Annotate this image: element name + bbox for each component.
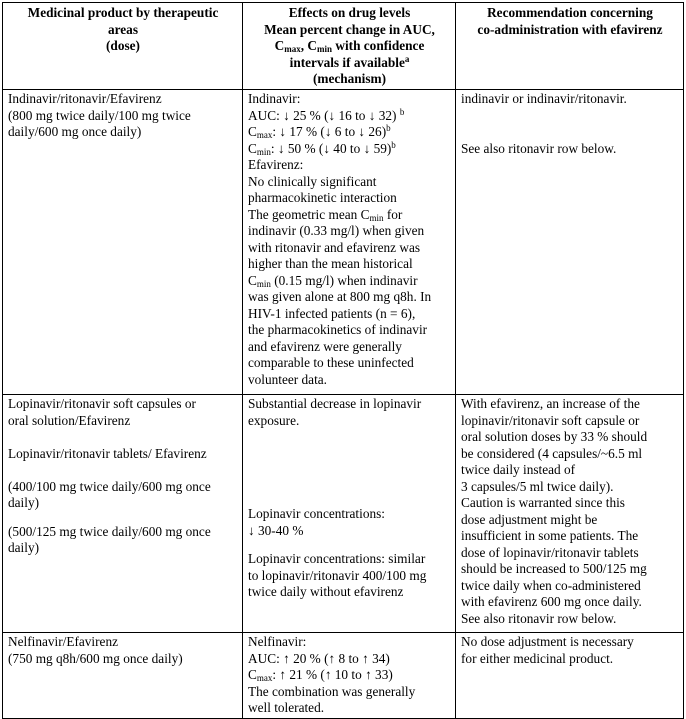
product-cell: Nelfinavir/Efavirenz (750 mg q8h/600 mg once daily)	[3, 633, 243, 719]
effects-cell: Nelfinavir: AUC: ↑ 20 % (↑ 8 to ↑ 34) $C_{max}$: ↑ 21 % (↑ 10 to ↑ 33) The combination was generally well tolerated.	[243, 633, 456, 719]
header-row	[3, 3, 684, 90]
recommendation-cell: indinavir or indinavir/ritonavir. See also ritonavir row below.	[456, 90, 684, 395]
header-product: Medicinal product by therapeutic areas (dose)	[3, 3, 243, 90]
header-effects: Effects on drug levels Mean percent change in AUC, $C_{max}$, $C_{min}$ with confidence intervals if available$^a$ (mechanism)	[243, 3, 456, 90]
header-recommendation: Recommendation concerning co-administration with efavirenz	[456, 3, 684, 90]
effects-cell: Indinavir: AUC: ↓ 25 % (↓ 16 to ↓ 32) $^b$ $C_{max}$: ↓ 17 % (↓ 6 to ↓ 26)$^b$ $C_{min}$: ↓ 50 % (↓ 40 to ↓ 59)$^b$ Efavirenz: No clinically significant pharmacokinetic interaction The geometric mean $C_{min}$ for indinavir (0.33 mg/l) when given with ritonavir and efavirenz was higher than the mean historical $C_{min}$ (0.15 mg/l) when indinavir was given alone at 800 mg q8h. In HIV-1 infected patients (n = 6), the pharmacokinetics of indinavir and efavirenz were generally comparable to these uninfected volunteer data.	[243, 90, 456, 395]
table-row-indinavir	[3, 90, 684, 395]
product-cell: Lopinavir/ritonavir soft capsules or oral solution/Efavirenz Lopinavir/ritonavir tablets/ Efavirenz (400/100 mg twice daily/600 mg once daily) (500/125 mg twice daily/600 mg once daily)	[3, 395, 243, 633]
recommendation-cell: No dose adjustment is necessary for either medicinal product.	[456, 633, 684, 719]
interaction-table	[2, 2, 684, 719]
recommendation-cell: With efavirenz, an increase of the lopinavir/ritonavir soft capsule or oral solution doses by 33 % should be considered (4 capsules/~6.5 ml twice daily instead of 3 capsules/5 ml twice daily). Caution is warranted since this dose adjustment might be insufficient in some patients. The dose of lopinavir/ritonavir tablets should be increased to 500/125 mg twice daily when co-administered with efavirenz 600 mg once daily. See also ritonavir row below.	[456, 395, 684, 633]
product-cell: Indinavir/ritonavir/Efavirenz (800 mg twice daily/100 mg twice daily/600 mg once daily)	[3, 90, 243, 395]
table-row-lopinavir	[3, 395, 684, 633]
effects-cell: Substantial decrease in lopinavir exposure. Lopinavir concentrations: ↓ 30-40 % Lopinavir concentrations: similar to lopinavir/ritonavir 400/100 mg twice daily without efavirenz	[243, 395, 456, 633]
table-row-nelfinavir	[3, 633, 684, 719]
